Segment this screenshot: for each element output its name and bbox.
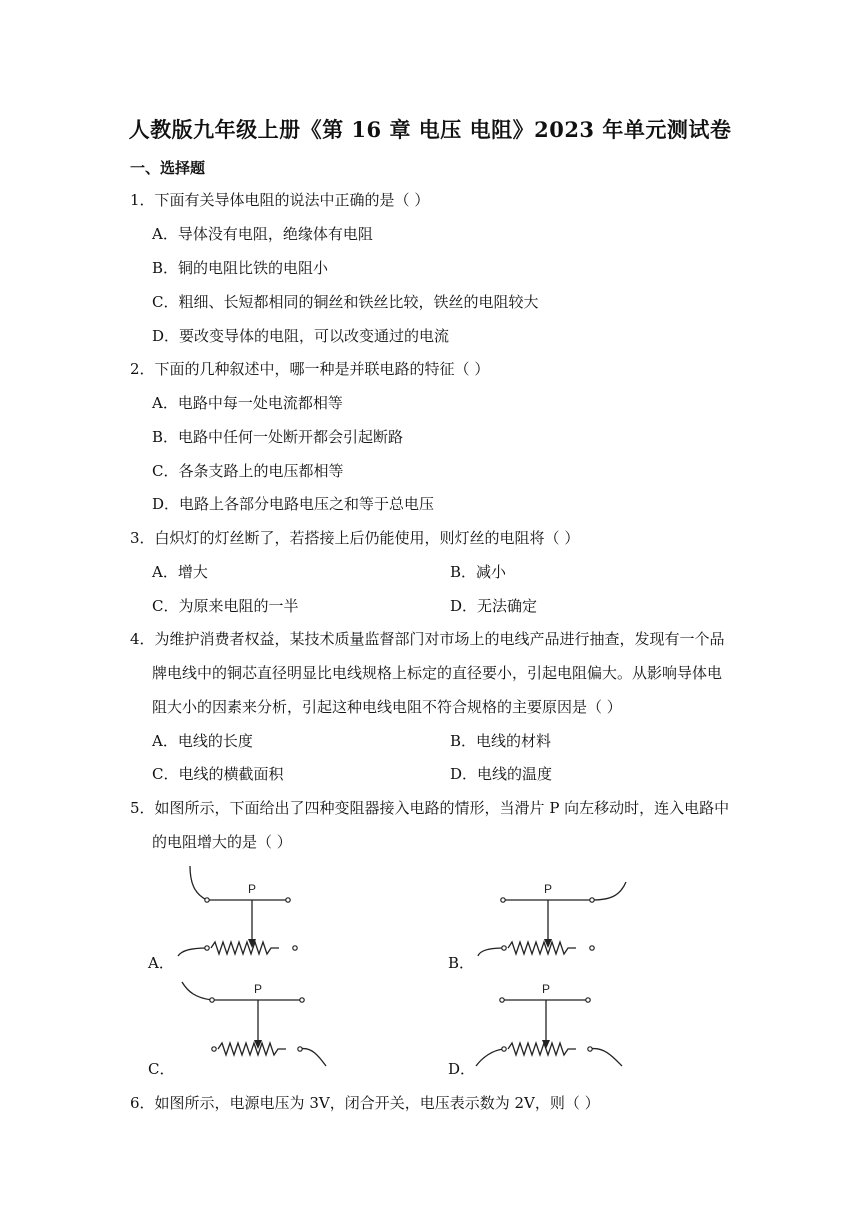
wire-bottom-right xyxy=(300,1049,326,1066)
wire-bottom-right xyxy=(590,1049,622,1066)
q5-stem-line-2: 的电阻增大的是（ ） xyxy=(152,833,292,851)
q4-option-b: B．电线的材料 xyxy=(450,732,552,750)
resistor-coil xyxy=(508,942,576,954)
q2-stem: 2．下面的几种叙述中，哪一种是并联电路的特征（ ） xyxy=(130,360,490,378)
page-title: 人教版九年级上册《第 16 章 电压 电阻》2023 年单元测试卷 xyxy=(128,117,732,142)
slider-p-label: P xyxy=(543,882,553,896)
q5-figure-c xyxy=(170,972,335,1072)
slider-p-label: P xyxy=(253,982,263,996)
wire-top-left xyxy=(190,866,207,900)
q5-figure-a xyxy=(170,862,310,967)
resistor-coil xyxy=(508,1043,576,1055)
q5-figure-a-label: A． xyxy=(148,954,174,972)
q1-option-c: C．粗细、长短都相同的铜丝和铁丝比较，铁丝的电阻较大 xyxy=(152,293,539,311)
q1-option-a: A．导体没有电阻，绝缘体有电阻 xyxy=(152,225,373,243)
resistor-coil xyxy=(211,942,279,954)
rheostat-d-diagram xyxy=(468,972,638,1072)
q6-stem: 6．如图所示，电源电压为 3V，闭合开关，电压表示数为 2V，则（ ） xyxy=(130,1094,600,1112)
q2-option-a: A．电路中每一处电流都相等 xyxy=(152,394,343,412)
section-heading: 一、选择题 xyxy=(130,159,206,177)
wire-top-left xyxy=(182,982,212,1000)
q4-option-d: D．电线的温度 xyxy=(450,765,553,783)
wire-bottom-left xyxy=(476,1049,504,1066)
q4-stem-line-1: 4．为维护消费者权益，某技术质量监督部门对市场上的电线产品进行抽查，发现有一个品 xyxy=(130,630,725,648)
q4-stem-line-3: 阻大小的因素来分析，引起这种电线电阻不符合规格的主要原因是（ ） xyxy=(152,698,622,716)
q5-stem-line-1: 5．如图所示，下面给出了四种变阻器接入电路的情形，当滑片 P 向左移动时，连入电路中 xyxy=(130,799,730,817)
q4-option-c: C．电线的横截面积 xyxy=(152,765,284,783)
q5-figure-c-label: C． xyxy=(148,1060,175,1078)
q1-stem: 1．下面有关导体电阻的说法中正确的是（ ） xyxy=(130,191,430,209)
q5-figure-d xyxy=(468,972,638,1072)
rheostat-b-diagram xyxy=(470,862,635,967)
wire-bottom-left xyxy=(478,948,504,956)
q1-option-b: B．铜的电阻比铁的电阻小 xyxy=(152,259,329,277)
q3-option-a: A．增大 xyxy=(152,563,208,581)
wire-bottom-left xyxy=(178,948,207,956)
q4-option-a: A．电线的长度 xyxy=(152,732,253,750)
q4-stem-line-2: 牌电线中的铜芯直径明显比电线规格上标定的直径要小，引起电阻偏大。从影响导体电 xyxy=(152,664,723,682)
q2-option-c: C．各条支路上的电压都相等 xyxy=(152,462,344,480)
q3-option-c: C．为原来电阻的一半 xyxy=(152,597,299,615)
q5-figure-b-label: B． xyxy=(448,954,475,972)
q5-figure-b xyxy=(470,862,635,967)
slider-p-label: P xyxy=(541,982,551,996)
rheostat-a-diagram xyxy=(170,862,310,967)
q3-option-d: D．无法确定 xyxy=(450,597,538,615)
q1-option-d: D．要改变导体的电阻，可以改变通过的电流 xyxy=(152,327,450,345)
wire-top-right xyxy=(592,882,626,900)
resistor-coil xyxy=(218,1043,286,1055)
rheostat-c-diagram xyxy=(170,972,335,1072)
q2-option-d: D．电路上各部分电路电压之和等于总电压 xyxy=(152,495,435,513)
q3-stem: 3．白炽灯的灯丝断了，若搭接上后仍能使用，则灯丝的电阻将（ ） xyxy=(130,529,580,547)
q2-option-b: B．电路中任何一处断开都会引起断路 xyxy=(152,428,404,446)
slider-p-label: P xyxy=(247,882,257,896)
q5-figure-d-label: D． xyxy=(448,1060,476,1078)
q3-option-b: B．减小 xyxy=(450,563,507,581)
